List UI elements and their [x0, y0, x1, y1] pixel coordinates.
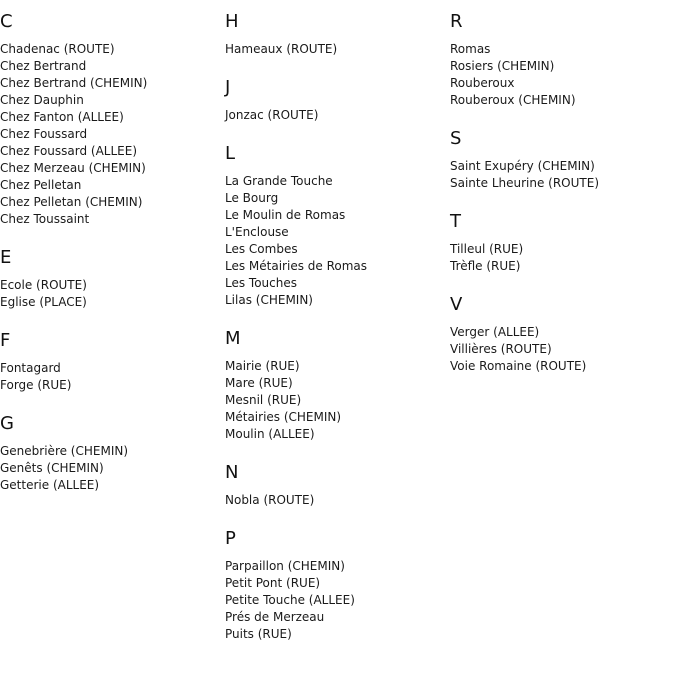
street-name-item: Genêts (CHEMIN)	[0, 461, 104, 475]
letter-section	[225, 77, 445, 124]
street-list	[225, 492, 445, 509]
street-name-item: Les Touches	[225, 276, 297, 290]
street-name-item: Saint Exupéry (CHEMIN)	[450, 159, 595, 173]
street-name-item: Chez Pelletan	[0, 178, 82, 192]
street-index-column-1	[0, 11, 220, 494]
street-name-item: Mairie (RUE)	[225, 359, 300, 373]
street-name-item: Chez Fanton (ALLEE)	[0, 110, 124, 124]
street-list	[0, 443, 220, 494]
street-name-item: Petit Pont (RUE)	[225, 576, 321, 590]
street-name-item: Moulin (ALLEE)	[225, 427, 315, 441]
street-name-item: Les Métairies de Romas	[225, 259, 368, 273]
letter-section	[225, 528, 445, 643]
street-name-item: Chadenac (ROUTE)	[0, 42, 115, 56]
street-name-item: Verger (ALLEE)	[450, 325, 540, 339]
street-name-item: Ecole (ROUTE)	[0, 278, 87, 292]
section-letter-heading: S	[450, 128, 462, 149]
street-name-item: Mesnil (RUE)	[225, 393, 302, 407]
street-list	[0, 360, 220, 394]
street-name-item: Rouberoux (CHEMIN)	[450, 93, 576, 107]
street-name-item: Hameaux (ROUTE)	[225, 42, 338, 56]
street-list	[0, 41, 220, 228]
street-list	[450, 324, 670, 375]
letter-section	[0, 413, 220, 494]
street-name-item: Tilleul (RUE)	[450, 242, 524, 256]
street-name-item: Prés de Merzeau	[225, 610, 325, 624]
street-name-item: Chez Toussaint	[0, 212, 90, 226]
street-name-item: Parpaillon (CHEMIN)	[225, 559, 345, 573]
street-list	[225, 107, 445, 124]
street-list	[225, 173, 445, 309]
street-name-item: Chez Dauphin	[0, 93, 84, 107]
street-list	[225, 558, 445, 643]
street-list	[225, 41, 445, 58]
street-name-item: Forge (RUE)	[0, 378, 72, 392]
street-name-item: Chez Foussard (ALLEE)	[0, 144, 138, 158]
street-name-item: Chez Bertrand	[0, 59, 87, 73]
street-name-item: Chez Merzeau (CHEMIN)	[0, 161, 146, 175]
letter-section	[225, 328, 445, 443]
section-letter-heading: G	[0, 413, 14, 434]
street-name-item: Getterie (ALLEE)	[0, 478, 100, 492]
letter-section	[450, 128, 670, 192]
letter-section	[450, 211, 670, 275]
letter-section	[225, 11, 445, 58]
letter-section	[450, 294, 670, 375]
letter-section	[225, 143, 445, 309]
letter-section	[0, 330, 220, 394]
street-name-item: Les Combes	[225, 242, 298, 256]
street-list	[450, 158, 670, 192]
street-name-item: Nobla (ROUTE)	[225, 493, 315, 507]
street-name-item: Romas	[450, 42, 491, 56]
section-letter-heading: E	[0, 247, 12, 268]
street-name-item: Chez Bertrand (CHEMIN)	[0, 76, 148, 90]
street-name-item: Chez Pelletan (CHEMIN)	[0, 195, 143, 209]
letter-section	[0, 11, 220, 228]
street-name-item: Genebrière (CHEMIN)	[0, 444, 129, 458]
street-name-item: Fontagard	[0, 361, 61, 375]
street-name-item: Petite Touche (ALLEE)	[225, 593, 355, 607]
street-name-item: Sainte Lheurine (ROUTE)	[450, 176, 600, 190]
street-name-item: Le Moulin de Romas	[225, 208, 346, 222]
letter-section	[225, 462, 445, 509]
street-list	[0, 277, 220, 311]
street-name-item: Rosiers (CHEMIN)	[450, 59, 555, 73]
street-name-item: Villières (ROUTE)	[450, 342, 552, 356]
street-name-item: Mare (RUE)	[225, 376, 293, 390]
street-name-item: Métairies (CHEMIN)	[225, 410, 342, 424]
letter-section	[450, 11, 670, 109]
section-letter-heading: L	[225, 143, 236, 164]
street-name-item: Jonzac (ROUTE)	[225, 108, 319, 122]
section-letter-heading: P	[225, 528, 236, 549]
street-name-item: Lilas (CHEMIN)	[225, 293, 313, 307]
street-name-item: La Grande Touche	[225, 174, 333, 188]
section-letter-heading: H	[225, 11, 239, 32]
street-list	[225, 358, 445, 443]
street-name-item: Le Bourg	[225, 191, 279, 205]
street-name-item: Puits (RUE)	[225, 627, 292, 641]
street-index-column-2	[225, 11, 445, 643]
street-index-column-3	[450, 11, 670, 375]
street-name-item: Voie Romaine (ROUTE)	[450, 359, 587, 373]
section-letter-heading: C	[0, 11, 13, 32]
section-letter-heading: F	[0, 330, 11, 351]
section-letter-heading: T	[450, 211, 461, 232]
street-list	[450, 241, 670, 275]
section-letter-heading: R	[450, 11, 463, 32]
section-letter-heading: V	[450, 294, 463, 315]
street-name-item: L'Enclouse	[225, 225, 289, 239]
street-name-item: Chez Foussard	[0, 127, 88, 141]
section-letter-heading: J	[225, 77, 231, 98]
street-name-item: Eglise (PLACE)	[0, 295, 87, 309]
street-name-item: Rouberoux	[450, 76, 515, 90]
letter-section	[0, 247, 220, 311]
section-letter-heading: N	[225, 462, 239, 483]
section-letter-heading: M	[225, 328, 241, 349]
street-list	[450, 41, 670, 109]
street-name-item: Trèfle (RUE)	[450, 259, 521, 273]
